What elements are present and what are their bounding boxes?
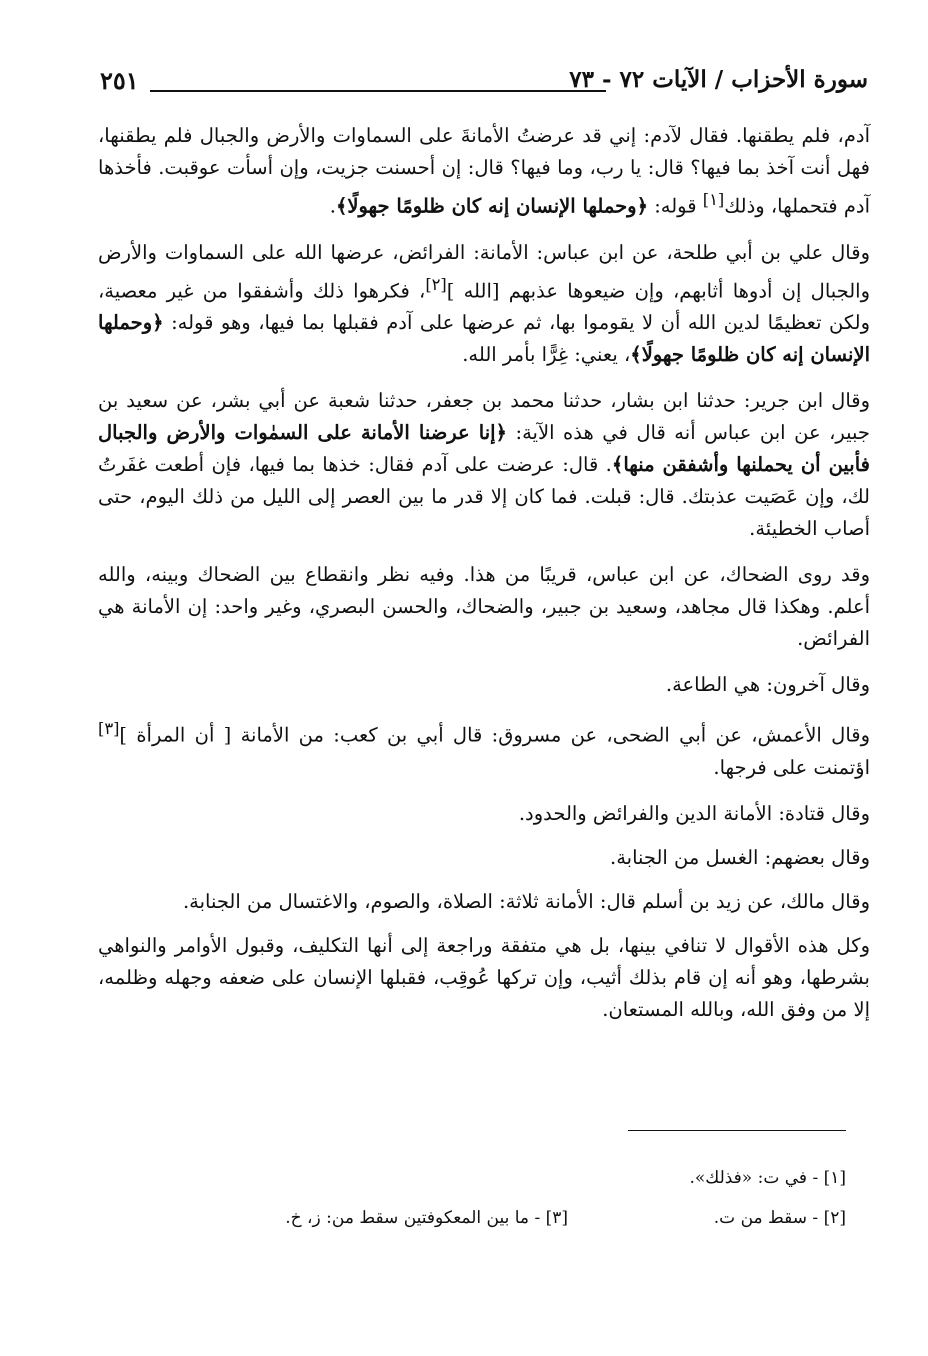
footnote-marker: [٢] — [425, 274, 447, 294]
text-segment: . — [329, 194, 336, 218]
footnote-marker: [٣] — [98, 719, 120, 738]
text-segment: وكل هذه الأقوال لا تنافي بينها، بل هي متفقة وراجعة إلى أنها التكليف، وقبول الأوامر والنواهي بشرطها، وهو أنه إن قام بذلك أثيب، وإن تركها عُوقِب، فقبلها الإنسان على ضعفه وجهله وظلمه، إلا من وفق الله، وبالله المستعان. — [98, 933, 870, 1021]
footnote-marker: [١] — [702, 190, 725, 209]
text-segment: وقد روى الضحاك، عن ابن عباس، قريبًا من هذا. وفيه نظر وانقطاع بين الضحاك وبينه، والله أعلم. وهكذا قال مجاهد، وسعيد بن جبير، والضحاك، والحسن البصري، وغير واحد: إن الأمانة هي الفرائض. — [98, 563, 870, 650]
footnote-3: [٣] - ما بين المعكوفتين سقط من: ز، خ. — [285, 1208, 568, 1228]
text-segment: . قال: عرضت على آدم فقال: خذها بما فيها، فإن أطعت غفَرتُ لك، وإن عَصَيت عذبتك. قال: قبلت. فما كان إلا قدر ما بين العصر إلى الليل من ذلك اليوم، حتى أصاب الخطيئة. — [98, 453, 870, 540]
paragraph — [98, 669, 870, 701]
quran-verse: ﴿وحملها الإنسان إنه كان ظلومًا جهولًا﴾ — [335, 194, 649, 218]
text-segment: وقال آخرون: هي الطاعة. — [665, 673, 870, 696]
text-segment: ، يعني: غِرًّا بأمر الله. — [462, 343, 631, 366]
paragraph — [98, 886, 870, 918]
text-segment: آدم، فلم يطقنها. فقال لآدم: إني قد عرضتُ الأمانةَ على السماوات والأرض والجبال فلم يطقنها، فهل أنت آخذ بما فيها؟ قال: يا رب، وما فيها؟ قال: إن أحسنت جزيت، وإن أسأت عوقبت. فأخذها آدم فتحملها، وذلك — [98, 124, 870, 218]
text-segment: قوله: — [648, 194, 703, 218]
text-segment: ، فكرهوا ذلك وأشفقوا من غير معصية، ولكن تعظيمًا لدين الله أن لا يقوموا بها، ثم عرضها على آدم فقبلها بما فيها، وهو قوله: — [98, 279, 870, 334]
paragraph — [98, 385, 870, 545]
footnote-2: [٢] - سقط من ت. — [713, 1208, 846, 1228]
main-text — [98, 120, 870, 1040]
text-segment: وقال الأعمش، عن أبي الضحى، عن مسروق: قال أبي بن كعب: من الأمانة [ أن المرأة ] — [119, 723, 870, 747]
paragraph — [98, 713, 870, 784]
text-segment: وقال مالك، عن زيد بن أسلم قال: الأمانة ثلاثة: الصلاة، والصوم، والاغتسال من الجنابة. — [182, 889, 870, 913]
paragraph — [98, 930, 870, 1026]
quran-verse: ﴿وحملها الإنسان إنه كان ظلومًا جهولًا﴾ — [98, 311, 870, 366]
text-segment: وقال علي بن أبي طلحة، عن ابن عباس: الأمانة: الفرائض، عرضها الله على السماوات والأرض والجبال إن أدوها أثابهم، وإن ضيعوها عذبهم [الله ] — [98, 240, 871, 302]
text-segment: اؤتمنت على فرجها. — [713, 755, 870, 779]
paragraph — [98, 237, 870, 372]
header-rule — [150, 90, 606, 92]
text-segment: وقال ابن جرير: حدثنا ابن بشار، حدثنا محمد بن جعفر، حدثنا شعبة عن أبي بشر، عن سعيد بن جبير، عن ابن عباس أنه قال في هذه الآية: — [98, 389, 870, 444]
page-number: ٢٥١ — [100, 66, 139, 95]
paragraph — [98, 842, 870, 874]
page-header — [100, 62, 868, 102]
footnote-rule — [628, 1130, 846, 1131]
paragraph — [98, 798, 870, 830]
text-segment: وقال بعضهم: الغسل من الجنابة. — [610, 845, 870, 869]
text-segment: وقال قتادة: الأمانة الدين والفرائض والحدود. — [518, 801, 870, 825]
quran-verse: ﴿إنا عرضنا الأمانة على السمٰوات والأرض والجبال فأبين أن يحملنها وأشفقن منها﴾ — [98, 421, 870, 476]
paragraph — [98, 559, 870, 655]
footnote-1: [١] - في ت: «فذلك». — [689, 1168, 846, 1188]
running-title: سورة الأحزاب / الآيات ٧٢ - ٧٣ — [569, 66, 868, 93]
paragraph — [98, 120, 870, 223]
